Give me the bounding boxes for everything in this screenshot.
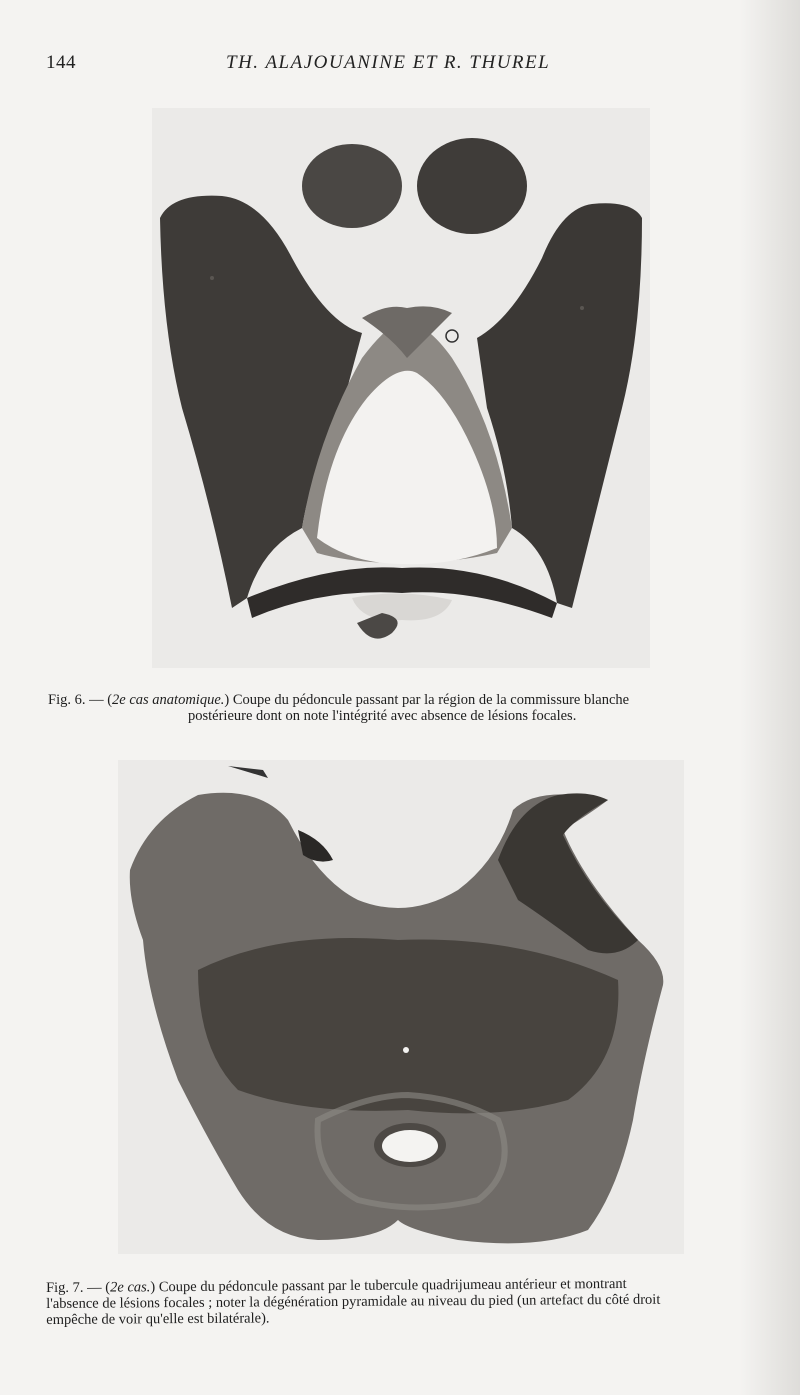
running-head — [0, 52, 800, 80]
figure-6-label: Fig. 6. — ( — [48, 692, 113, 708]
figure-6-case-note: 2e cas anatomique. — [112, 692, 225, 708]
figure-7-caption-line-3: empêche de voir qu'elle est bilatérale). — [46, 1310, 270, 1328]
figure-7-label: Fig. 7. — ( — [46, 1279, 111, 1296]
figure-6-caption — [48, 692, 758, 724]
figure-7-caption-text: ) Coupe du pédoncule passant par le tubercule quadrijumeau antérieur et montrant — [150, 1275, 627, 1296]
page-number: 144 — [46, 52, 76, 73]
figure-7-caption — [46, 1275, 760, 1328]
running-title: TH. ALAJOUANINE ET R. THUREL — [226, 52, 551, 73]
figure-6-caption-line-1 — [48, 692, 758, 708]
figure-7-caption-line-2: l'absence de lésions focales ; noter la dégénération pyramidale au niveau du pied (un artefact du côté droit — [46, 1291, 661, 1312]
figure-6-photomicrograph — [152, 108, 650, 668]
figure-7-photomicrograph — [118, 760, 684, 1254]
figure-7-image — [118, 760, 684, 1254]
figure-6-image — [152, 108, 650, 668]
figure-7-case-note: 2e cas. — [110, 1279, 151, 1296]
figure-6-caption-text: ) Coupe du pédoncule passant par la région de la commissure blanche — [224, 692, 630, 708]
figure-6-caption-line-2: postérieure dont on note l'intégrité avec absence de lésions focales. — [188, 708, 577, 724]
